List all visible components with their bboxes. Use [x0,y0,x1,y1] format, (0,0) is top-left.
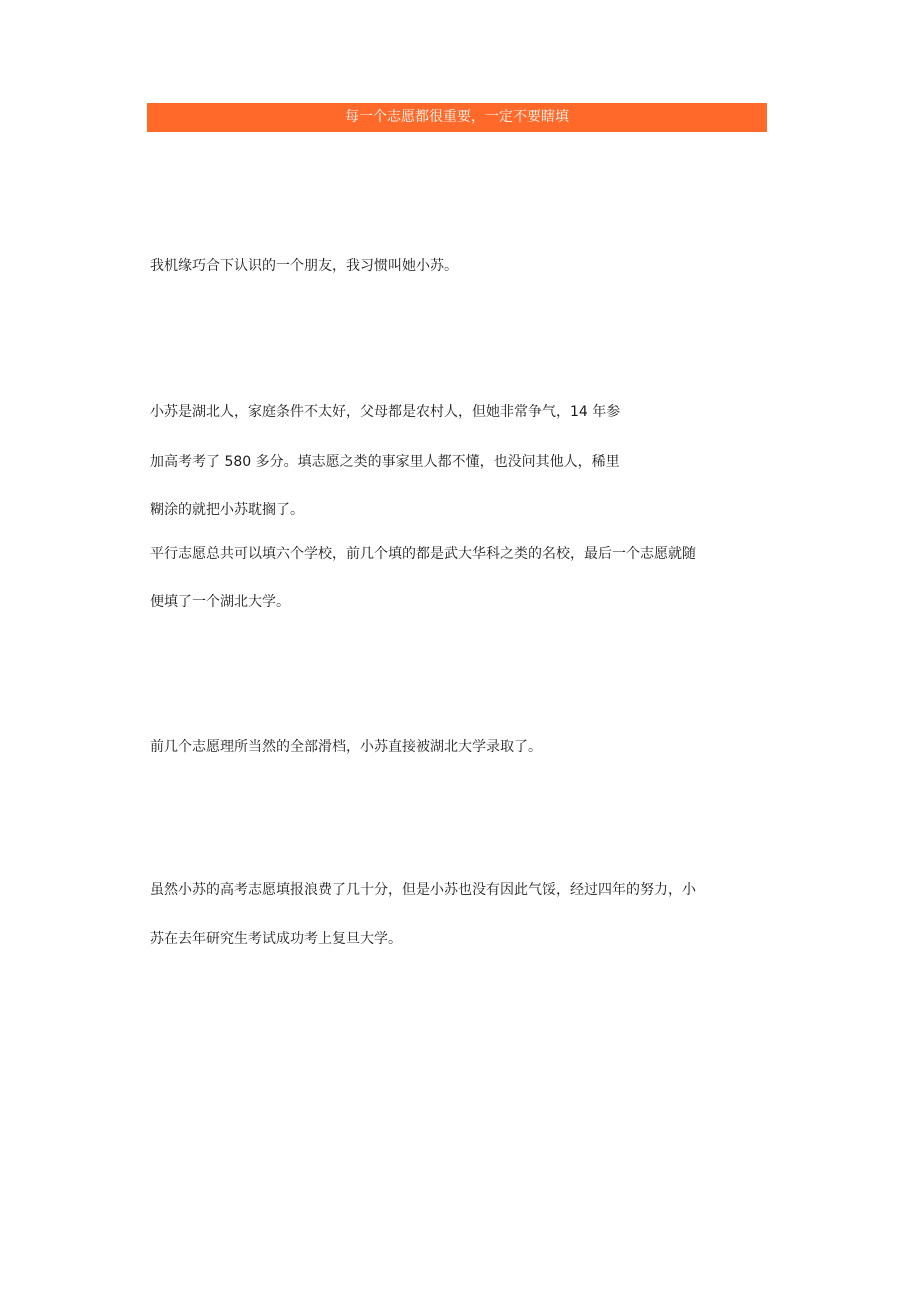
body-line-9: 苏在去年研究生考试成功考上复旦大学。 [150,931,402,947]
body-line-1: 我机缘巧合下认识的一个朋友，我习惯叫她小苏。 [150,258,458,274]
body-line-7: 前几个志愿理所当然的全部滑档，小苏直接被湖北大学录取了。 [150,739,542,755]
body-line-2: 小苏是湖北人，家庭条件不太好，父母都是农村人，但她非常争气，14 年参 [150,404,621,420]
banner-text: 每一个志愿都很重要，一定不要瞎填 [345,109,569,125]
body-line-4: 糊涂的就把小苏耽搁了。 [150,502,304,518]
body-line-3: 加高考考了 580 多分。填志愿之类的事家里人都不懂，也没问其他人，稀里 [150,454,620,470]
body-line-6: 便填了一个湖北大学。 [150,594,290,610]
body-line-5: 平行志愿总共可以填六个学校，前几个填的都是武大华科之类的名校，最后一个志愿就随 [150,546,696,562]
body-line-8: 虽然小苏的高考志愿填报浪费了几十分，但是小苏也没有因此气馁，经过四年的努力，小 [150,882,696,898]
headline-banner [147,103,767,132]
